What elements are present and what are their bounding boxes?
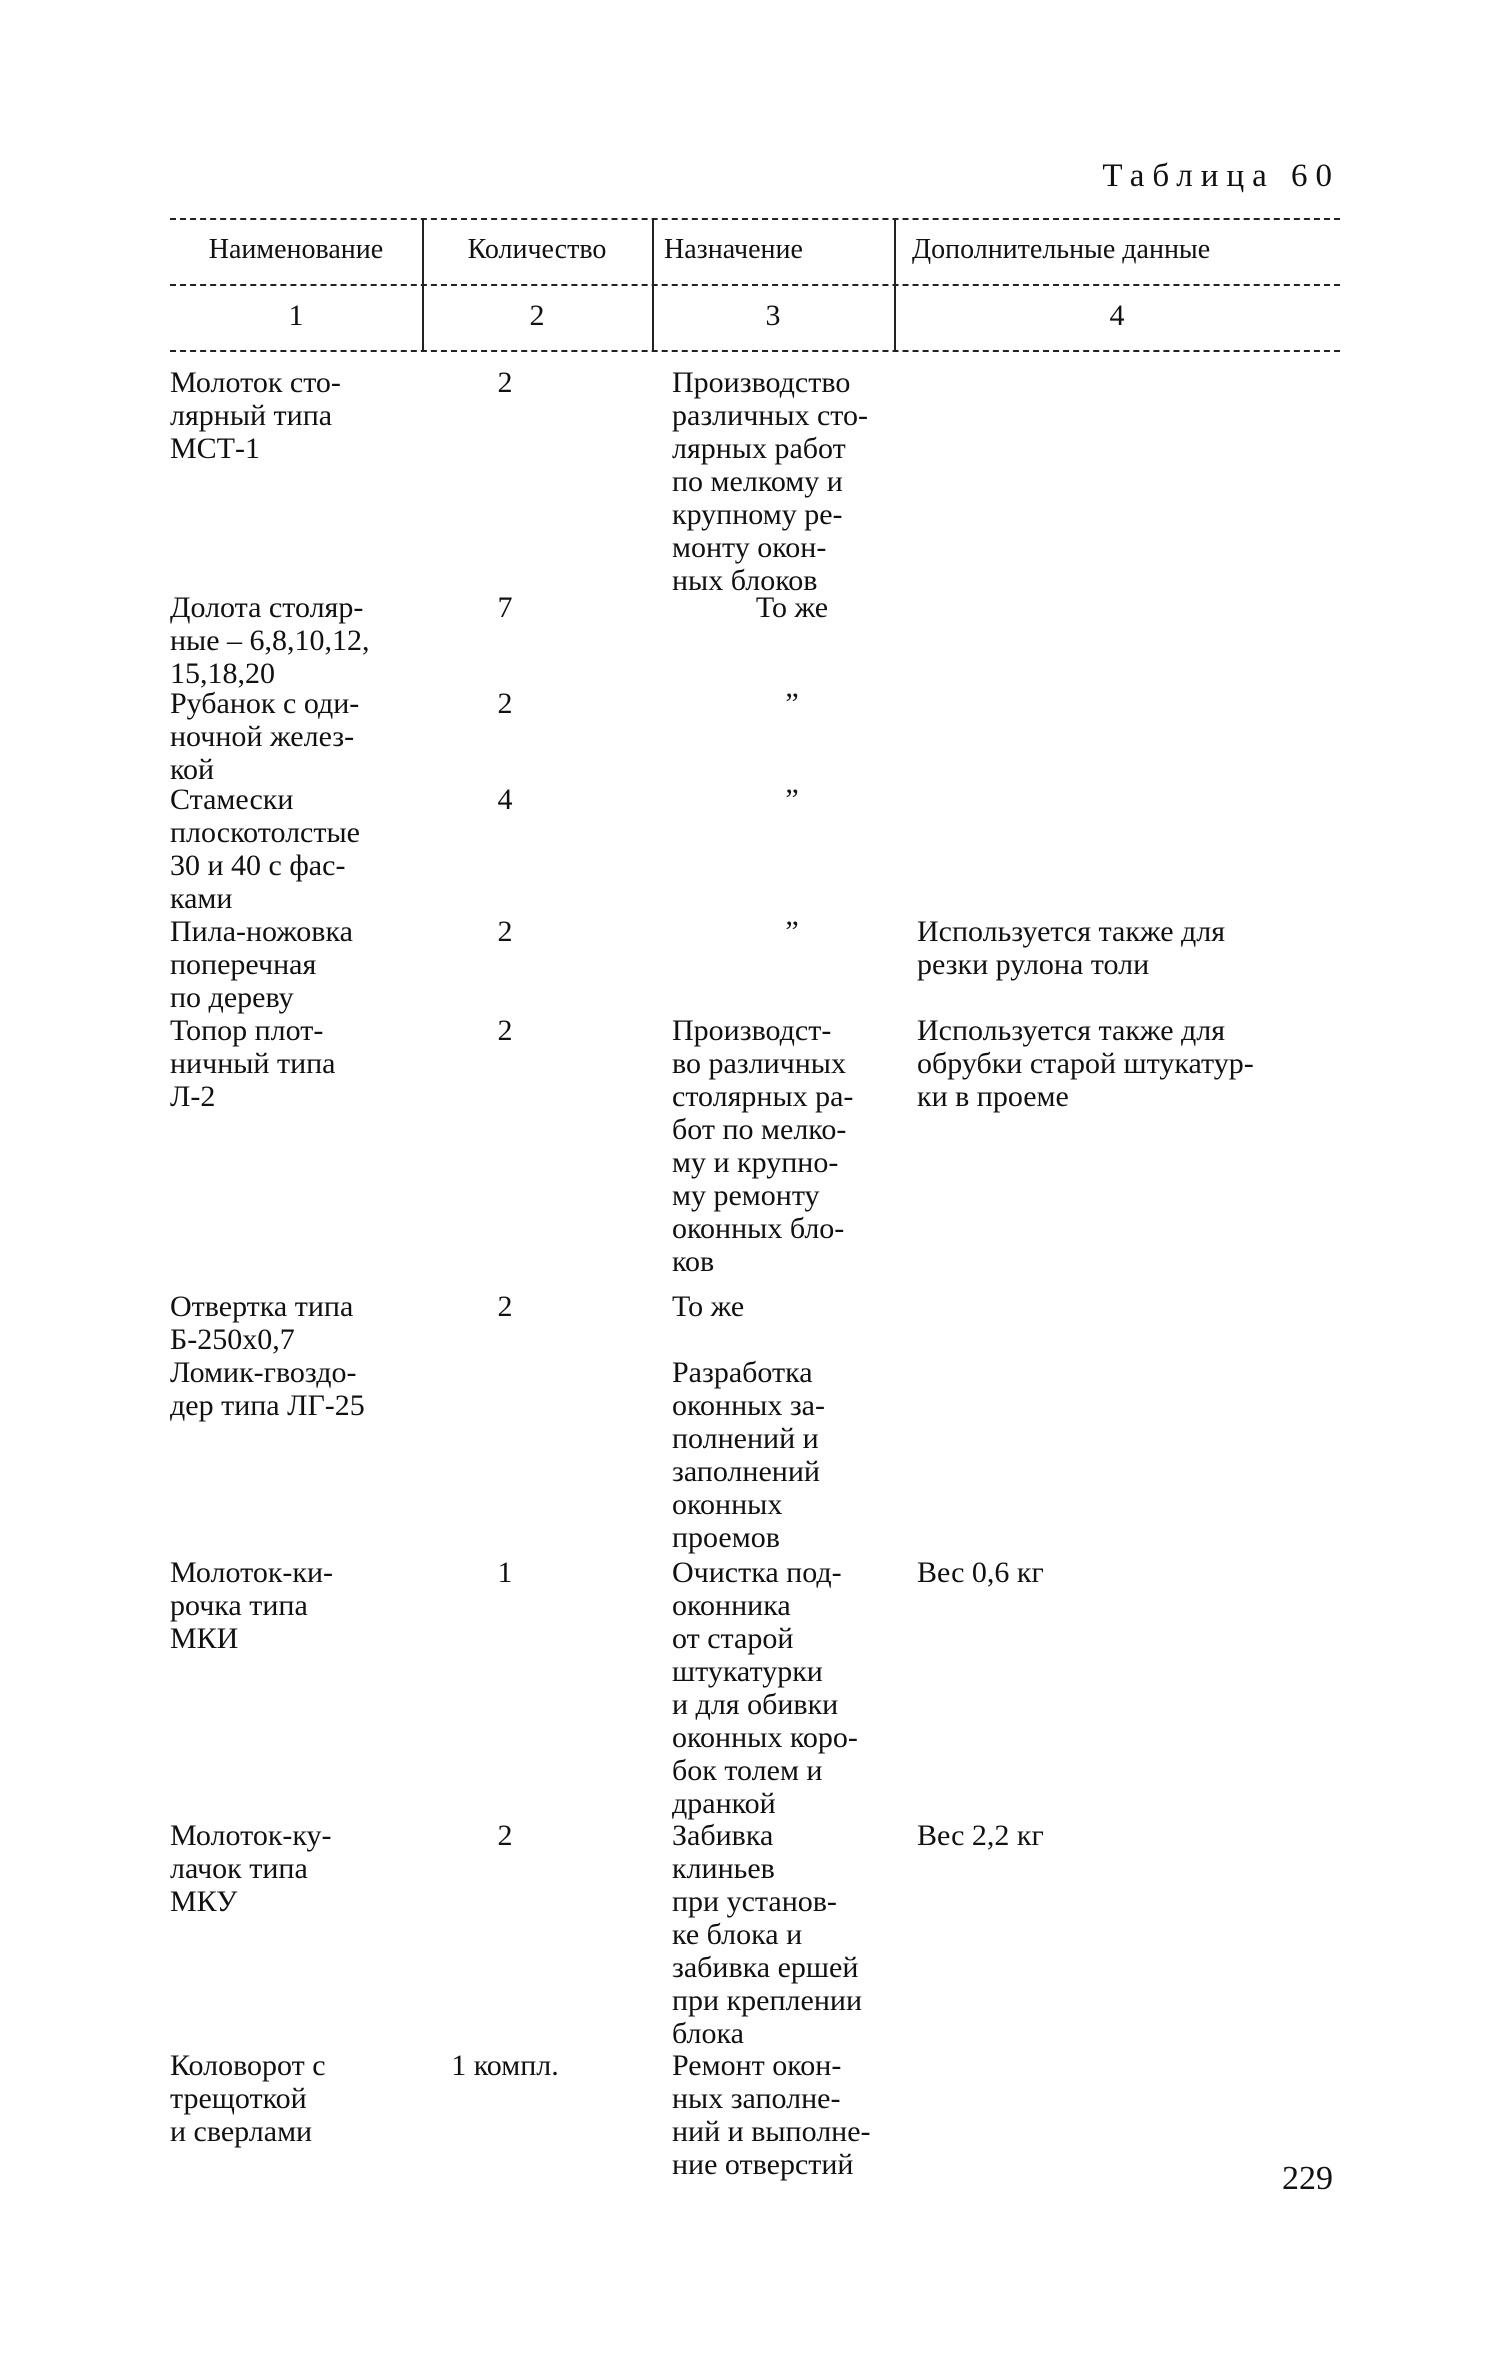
header-name: Наименование [208,234,384,265]
tool-extra: Вес 0,6 кг [917,1556,1044,1589]
tool-purpose: ” [785,783,799,816]
table-row [170,1290,1340,1356]
tool-name: Молоток-ки- рочка типа МКИ [170,1556,334,1655]
tool-quantity: 7 [497,591,513,624]
tool-purpose: Производст- во различных столярных ра- бот по мелко- му и крупно- му ремонту оконных бло- ков [672,1014,854,1278]
tool-quantity: 2 [497,1290,513,1323]
tool-name: Рубанок с оди- ночной желез- кой [170,687,360,786]
tool-purpose: Очистка под- оконника от старой штукатурки и для обивки оконных коро- бок толем и дранкой [672,1556,858,1820]
tool-purpose: Разработка оконных за- полнений и заполнений оконных проемов [672,1356,825,1554]
header-quantity: Количество [467,234,607,265]
header-middle-rule [170,284,1340,286]
header-number: 3 [765,299,781,332]
tool-purpose: Забивка клиньев при установ- ке блока и забивка ершей при креплении блока [672,1819,863,2050]
tool-name: Коловорот с трещоткой и сверлами [170,2049,326,2148]
tool-purpose: То же [672,1290,745,1323]
tool-name: Ломик-гвоздо- дер типа ЛГ-25 [170,1356,365,1422]
tool-name: Отвертка типа Б-250х0,7 [170,1290,354,1356]
table-caption: Таблица 60 [1102,158,1340,194]
tool-quantity: 2 [497,687,513,720]
tool-purpose: Ремонт окон- ных заполне- ний и выполне- ние отверстий [672,2049,871,2181]
table-row [170,1556,1340,1819]
tool-quantity: 1 компл. [451,2049,559,2082]
tool-purpose: ” [785,915,799,948]
tool-extra: Вес 2,2 кг [917,1819,1044,1852]
table-row [170,687,1340,786]
tool-quantity: 4 [497,783,513,816]
tool-quantity: 2 [497,366,513,399]
tool-quantity: 2 [497,1014,513,1047]
tool-purpose: ” [785,687,799,720]
tool-quantity: 1 [497,1556,513,1589]
tool-name: Пила-ножовка поперечная по дереву [170,915,353,1014]
table-row [170,1819,1340,2049]
table-row [170,1356,1340,1556]
tool-name: Стамески плоскотолстые 30 и 40 с фас- ками [170,783,360,915]
header-top-rule [170,218,1340,220]
tool-quantity: 2 [497,1819,513,1852]
header-number: 1 [288,299,304,332]
tool-quantity: 2 [497,915,513,948]
header-additional: Дополнительные данные [912,234,1211,265]
tool-name: Молоток-ку- лачок типа МКУ [170,1819,332,1918]
table-row [170,2049,1340,2184]
tool-purpose: Производство различных сто- лярных работ по мелкому и крупному ре- монту окон- ных блоков [672,366,869,597]
table-row [170,366,1340,597]
table-row [170,783,1340,915]
page-number: 229 [1282,2160,1333,2197]
tool-name: Долота столяр- ные – 6,8,10,12, 15,18,20 [170,591,370,690]
table-body [170,366,1340,2184]
header-bottom-rule [170,350,1340,352]
tool-extra: Используется также для обрубки старой штукатур- ки в проеме [917,1014,1254,1113]
header-number: 2 [529,299,545,332]
tool-extra: Используется также для резки рулона толи [917,915,1226,981]
header-number: 4 [1109,299,1125,332]
table-row [170,591,1340,690]
tool-name: Топор плот- ничный типа Л-2 [170,1014,336,1113]
table-row [170,1014,1340,1290]
header-purpose: Назначение [664,234,803,265]
tool-name: Молоток сто- лярный типа МСТ-1 [170,366,341,465]
table-row [170,915,1340,1014]
tool-purpose: То же [755,591,829,624]
